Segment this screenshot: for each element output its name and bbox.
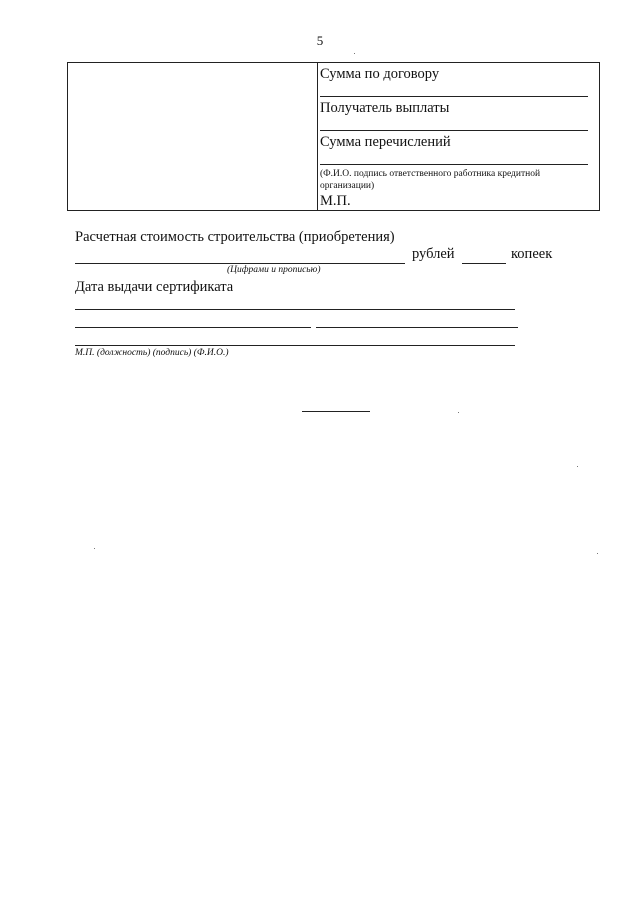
end-separator <box>302 411 370 412</box>
scan-speck <box>458 412 459 413</box>
kopecks-amount-line <box>462 263 506 264</box>
stamp-label: М.П. <box>320 193 351 209</box>
page-number: 5 <box>316 33 324 48</box>
estimate-amount-line <box>75 263 405 264</box>
scan-speck <box>597 553 598 554</box>
issue-date-label: Дата выдачи сертификата <box>75 279 234 295</box>
recipient-label: Получатель выплаты <box>320 100 450 116</box>
signature-note: (Ф.И.О. подпись ответственного работника кредитной организации) <box>320 169 541 191</box>
sum-transfers-line <box>320 164 588 165</box>
estimate-hint: (Цифрами и прописью) <box>227 265 321 275</box>
scan-speck <box>577 466 578 467</box>
signature-caption: М.П. (должность) (подпись) (Ф.И.О.) <box>75 348 229 358</box>
kopecks-label: копеек <box>511 246 553 262</box>
sum-contract-label: Сумма по договору <box>320 66 440 82</box>
issue-line-2a <box>75 327 311 328</box>
estimate-label: Расчетная стоимость строительства (приобретения) <box>75 229 395 245</box>
rubles-label: рублей <box>412 246 455 262</box>
scan-speck <box>354 53 355 54</box>
issue-line-3 <box>75 345 515 346</box>
sum-transfers-label: Сумма перечислений <box>320 134 451 150</box>
issue-line-1 <box>75 309 515 310</box>
scan-speck <box>94 548 95 549</box>
recipient-line <box>320 130 588 131</box>
table-left-cell <box>68 63 318 210</box>
sum-contract-line <box>320 96 588 97</box>
issue-line-2b <box>316 327 518 328</box>
